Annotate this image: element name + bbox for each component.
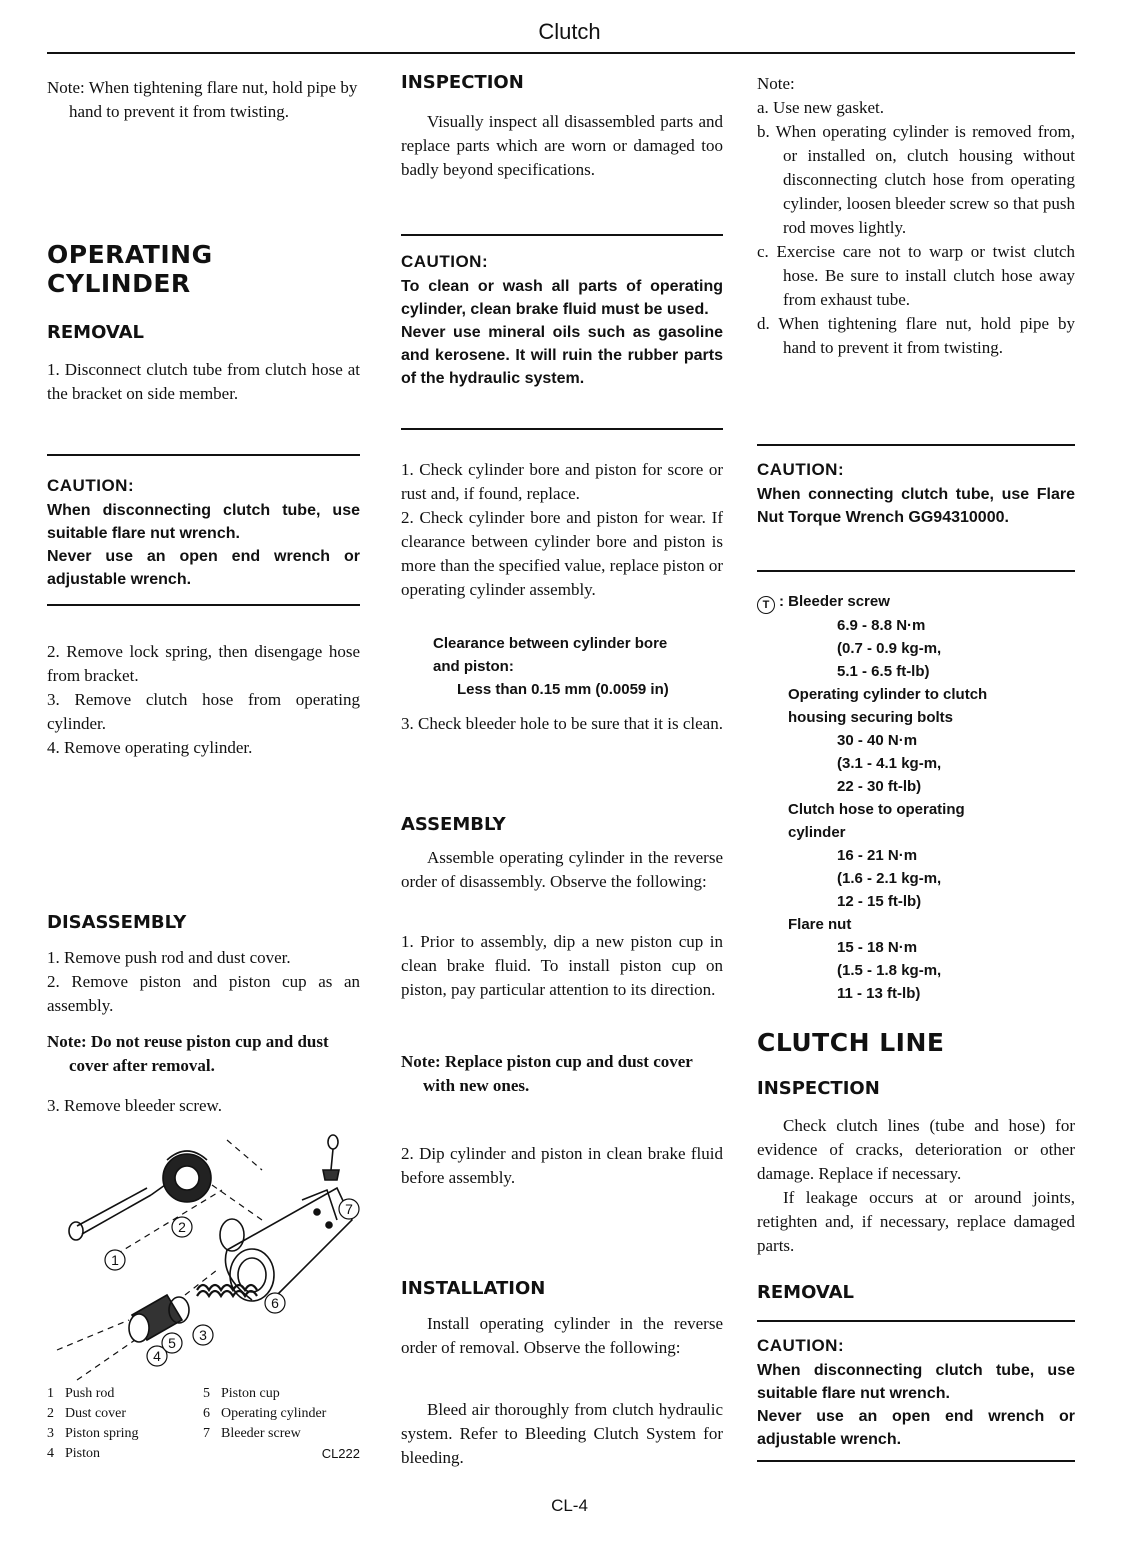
- installation-paragraph: [401, 1312, 723, 1360]
- callout-2-label: 2: [178, 1219, 186, 1235]
- assembly-note-text: Note: Replace piston cup and dust cover with new ones.: [401, 1052, 693, 1095]
- legend-row: [47, 1384, 360, 1404]
- assembly-step-2-block: [401, 1142, 723, 1190]
- disassembly-steps: [47, 946, 360, 1018]
- callout-3: [193, 1325, 213, 1345]
- callout-1: [105, 1250, 125, 1270]
- inspection-text-2: If leakage occurs at or around joints, retighten and, if necessary, replace damaged parts.: [757, 1188, 1075, 1255]
- torque-label: Flare nut: [788, 916, 852, 933]
- torque-value: 11 - 13 ft-lb): [837, 985, 921, 1002]
- removal-steps-2-4: [47, 640, 360, 760]
- installation-heading: INSTALLATION: [401, 1278, 546, 1299]
- legend-num: 3: [47, 1426, 54, 1441]
- torque-value: 15 - 18 N·m: [837, 939, 918, 956]
- legend-row: [47, 1404, 360, 1424]
- legend-label: Piston cup: [221, 1386, 280, 1401]
- check-steps: [401, 458, 723, 602]
- note-text: Note: When tightening flare nut, hold pipe by hand to prevent it from twisting.: [47, 78, 358, 121]
- torque-item-flare-nut: [757, 913, 1075, 936]
- callout-4-label: 4: [153, 1348, 161, 1364]
- torque-value: 6.9 - 8.8 N·m: [837, 617, 926, 634]
- torque-value: (0.7 - 0.9 kg-m,: [837, 640, 942, 657]
- torque-value: (3.1 - 4.1 kg-m,: [837, 755, 942, 772]
- removal-step-1-text: 1. Disconnect clutch tube from clutch hose at the bracket on side member.: [47, 360, 360, 403]
- caution-rule-bottom: [757, 570, 1075, 572]
- clearance-label-2: and piston:: [433, 658, 514, 675]
- caution-box-torque-wrench: [757, 458, 1075, 529]
- caution-box-clutch-line: [757, 1334, 1075, 1451]
- legend-label: Piston spring: [65, 1426, 139, 1441]
- assembly-note: [401, 1050, 723, 1098]
- assembly-step-1: 1. Prior to assembly, dip a new piston cup in clean brake fluid. To install piston cup on piston, pay particular attention to its direction.: [401, 932, 723, 999]
- callout-5-label: 5: [168, 1335, 176, 1351]
- installation-bleed-text: Bleed air thoroughly from clutch hydraulic system. Refer to Bleeding Clutch System for bleeding.: [401, 1400, 723, 1467]
- callout-7-label: 7: [345, 1201, 353, 1217]
- clutch-line-heading: CLUTCH LINE: [757, 1028, 945, 1057]
- header-rule: [47, 52, 1075, 54]
- caution-text-2: Never use an open end wrench or adjustable wrench.: [47, 548, 360, 588]
- callout-2: [172, 1217, 192, 1237]
- caution-title: CAUTION:: [47, 476, 135, 495]
- callout-1-label: 1: [111, 1252, 119, 1268]
- torque-label: Operating cylinder to clutch housing securing bolts: [788, 686, 988, 726]
- callout-6-label: 6: [271, 1295, 279, 1311]
- legend-num: 1: [47, 1386, 54, 1401]
- figure-code: CL222: [321, 1446, 360, 1461]
- page-number: CL-4: [551, 1496, 588, 1515]
- legend-num: 6: [203, 1406, 210, 1421]
- assembly-step-1-block: [401, 930, 723, 1002]
- disassembly-step-3-text: 3. Remove bleeder screw.: [47, 1096, 222, 1115]
- removal-heading: REMOVAL: [47, 322, 144, 343]
- inspection-heading: INSPECTION: [401, 72, 524, 93]
- clearance-spec: [401, 632, 723, 701]
- assembly-step-2: 2. Dip cylinder and piston in clean brake fluid before assembly.: [401, 1144, 723, 1187]
- disassembly-note: [47, 1030, 360, 1078]
- disassembly-step-3: [47, 1094, 360, 1118]
- caution-text-2: Never use mineral oils such as gasoline and kerosene. It will ruin the rubber parts of the hydraulic system.: [401, 324, 723, 387]
- legend-num: 5: [203, 1386, 210, 1401]
- disassembly-step-1: 1. Remove push rod and dust cover.: [47, 948, 291, 967]
- caution-title: CAUTION:: [401, 252, 489, 271]
- torque-value: 16 - 21 N·m: [837, 847, 918, 864]
- removal-step-4: 4. Remove operating cylinder.: [47, 738, 253, 757]
- installation-text: Install operating cylinder in the reverse order of removal. Observe the following:: [401, 1314, 723, 1357]
- figure-legend: [47, 1384, 360, 1464]
- caution-title: CAUTION:: [757, 1336, 845, 1355]
- torque-label: : Bleeder screw: [779, 593, 890, 610]
- caution-rule-top: [757, 444, 1075, 446]
- note-c: c. Exercise care not to warp or twist clutch hose. Be sure to install clutch hose away from exhaust tube.: [757, 242, 1075, 309]
- caution-text-1: When disconnecting clutch tube, use suitable flare nut wrench.: [757, 1362, 1075, 1402]
- torque-value: (1.5 - 1.8 kg-m,: [837, 962, 942, 979]
- bleeder-screw-drawing: [323, 1135, 339, 1180]
- legend-num: 7: [203, 1426, 210, 1441]
- section-title-line2: CYLINDER: [47, 269, 191, 298]
- torque-specs: [757, 590, 1075, 1005]
- piston-drawing: [129, 1295, 189, 1342]
- removal-step-3: 3. Remove clutch hose from operating cylinder.: [47, 690, 360, 733]
- caution-title: CAUTION:: [757, 460, 845, 479]
- caution-box-cleaning: [401, 250, 723, 390]
- inspection-text-1: Check clutch lines (tube and hose) for evidence of cracks, deterioration or other damage. Replace if necessary.: [757, 1116, 1075, 1183]
- installation-notes: [757, 72, 1075, 360]
- legend-label: Dust cover: [65, 1406, 127, 1421]
- legend-label: Operating cylinder: [221, 1406, 327, 1421]
- caution-rule-bottom: [757, 1460, 1075, 1462]
- legend-label: Push rod: [65, 1386, 115, 1401]
- check-step-1: 1. Check cylinder bore and piston for score or rust and, if found, replace.: [401, 460, 723, 503]
- note-title: Note:: [757, 74, 795, 93]
- caution-box-removal: [47, 474, 360, 591]
- check-step-3: 3. Check bleeder hole to be sure that it is clean.: [401, 714, 723, 733]
- note-d: d. When tightening flare nut, hold pipe by hand to prevent it from twisting.: [757, 314, 1075, 357]
- note-a: a. Use new gasket.: [757, 98, 884, 117]
- caution-rule-bottom: [47, 604, 360, 606]
- caution-text-2: Never use an open end wrench or adjustable wrench.: [757, 1408, 1075, 1448]
- torque-label: Clutch hose to operating cylinder: [788, 801, 965, 841]
- removal-step-2: 2. Remove lock spring, then disengage hose from bracket.: [47, 642, 360, 685]
- legend-num: 2: [47, 1406, 54, 1421]
- inspection-text: Visually inspect all disassembled parts and replace parts which are worn or damaged too badly beyond specifications.: [401, 112, 723, 179]
- removal-step-1: [47, 358, 360, 406]
- check-step-2: 2. Check cylinder bore and piston for wear. If clearance between cylinder bore and piston is more than the specified value, replace piston or operating cylinder assembly.: [401, 508, 723, 599]
- legend-label: Piston: [65, 1446, 101, 1461]
- disassembly-step-2: 2. Remove piston and piston cup as an assembly.: [47, 972, 360, 1015]
- note-flare-nut: [47, 76, 360, 124]
- torque-value: (1.6 - 2.1 kg-m,: [837, 870, 942, 887]
- callout-5: [162, 1333, 182, 1353]
- caution-rule-top: [401, 234, 723, 236]
- torque-item-bleeder-screw: [757, 590, 1075, 683]
- assembly-text: Assemble operating cylinder in the reverse order of disassembly. Observe the following:: [401, 848, 723, 891]
- dust-cover-drawing: [163, 1151, 211, 1202]
- torque-value: 5.1 - 6.5 ft-lb): [837, 663, 930, 680]
- torque-value: 30 - 40 N·m: [837, 732, 918, 749]
- page-header-title: Clutch: [538, 19, 601, 44]
- inspection-paragraph: [401, 110, 723, 182]
- disassembly-note-text: Note: Do not reuse piston cup and dust cover after removal.: [47, 1032, 329, 1075]
- clutch-line-removal-heading: REMOVAL: [757, 1282, 854, 1303]
- torque-symbol-icon: T: [757, 596, 775, 614]
- clearance-label-1: Clearance between cylinder bore: [433, 635, 668, 652]
- caution-rule-bottom: [401, 428, 723, 430]
- callout-6: [265, 1293, 285, 1313]
- caution-rule-top: [757, 1320, 1075, 1322]
- installation-bleed: [401, 1398, 723, 1470]
- clutch-line-inspection-heading: INSPECTION: [757, 1078, 880, 1099]
- caution-text-1: When disconnecting clutch tube, use suitable flare nut wrench.: [47, 502, 360, 542]
- caution-rule-top: [47, 454, 360, 456]
- assembly-heading: ASSEMBLY: [401, 814, 506, 835]
- disassembly-heading: DISASSEMBLY: [47, 912, 187, 933]
- torque-item-cylinder-bolts: [757, 683, 1008, 729]
- legend-label: Bleeder screw: [221, 1426, 301, 1441]
- section-title-line1: OPERATING: [47, 240, 213, 269]
- check-step-3-block: [401, 712, 723, 736]
- legend-row: [47, 1424, 360, 1444]
- torque-value: 12 - 15 ft-lb): [837, 893, 922, 910]
- assembly-paragraph: [401, 846, 723, 894]
- legend-row: [47, 1444, 360, 1464]
- legend-num: 4: [47, 1446, 54, 1461]
- caution-text-1: To clean or wash all parts of operating cylinder, clean brake fluid must be used.: [401, 278, 723, 318]
- note-b: b. When operating cylinder is removed from, or installed on, clutch housing without disconnecting clutch hose from operating cylinder, loosen bleeder screw so that push rod moves lightly.: [757, 122, 1075, 237]
- operating-cylinder-exploded-figure: [47, 1130, 360, 1382]
- section-title-operating-cylinder: [47, 240, 360, 298]
- clutch-line-inspection: [757, 1114, 1075, 1258]
- push-rod-drawing: [69, 1185, 165, 1240]
- callout-3-label: 3: [199, 1327, 207, 1343]
- torque-value: 22 - 30 ft-lb): [837, 778, 922, 795]
- torque-item-clutch-hose: [757, 798, 998, 844]
- clearance-value: Less than 0.15 mm (0.0059 in): [457, 681, 669, 698]
- callout-7: [339, 1199, 359, 1219]
- caution-text: When connecting clutch tube, use Flare Nut Torque Wrench GG94310000.: [757, 486, 1075, 526]
